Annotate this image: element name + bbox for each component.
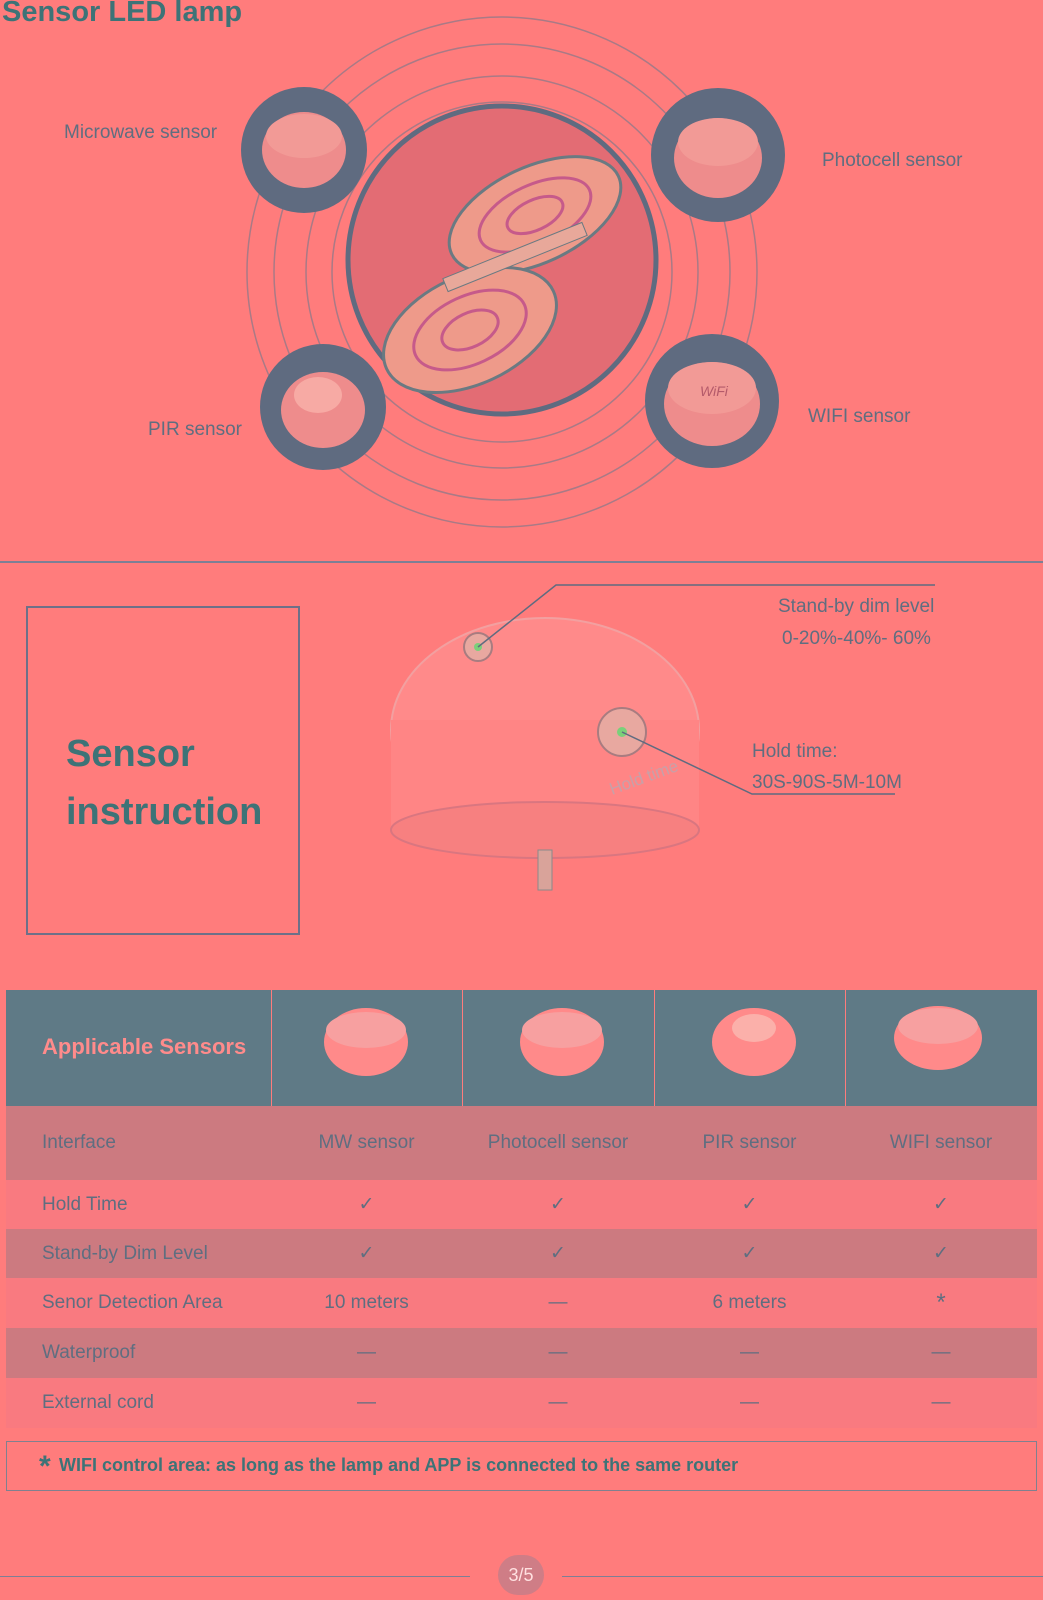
table-row [6, 1180, 1037, 1229]
page-indicator: 3/5 [498, 1555, 544, 1595]
row-label: Stand-by Dim Level [42, 1242, 208, 1264]
page-title: Sensor LED lamp [2, 0, 243, 28]
table-cell: — [357, 1392, 376, 1413]
lamp-image [348, 106, 656, 418]
table-header-images [6, 990, 1037, 1106]
table-row [6, 1378, 1037, 1428]
check-icon: ✓ [933, 1194, 949, 1215]
standby-dim-title: Stand-by dim level [778, 596, 935, 617]
table-row [6, 1278, 1037, 1328]
table-header-label: Applicable Sensors [42, 1034, 247, 1059]
sensor-diagram [0, 0, 1043, 560]
pir-sensor-label: PIR sensor [148, 419, 242, 440]
check-icon: ✓ [933, 1243, 949, 1264]
wifi-badge-text: WiFi [700, 383, 728, 399]
table-cell: WIFI sensor [889, 1132, 993, 1153]
check-icon: ✓ [741, 1243, 758, 1264]
table-cell: 10 meters [324, 1292, 409, 1313]
pager-line-right [562, 1576, 1043, 1577]
table-cell: — [548, 1392, 568, 1413]
footnote-text: WIFI control area: as long as the lamp and APP is connected to the same router [59, 1455, 739, 1475]
pager-line-left [0, 1576, 470, 1577]
microwave-sensor-label: Microwave sensor [64, 122, 218, 143]
table-cell: — [357, 1342, 376, 1363]
check-icon: ✓ [550, 1194, 566, 1215]
table-cell: — [548, 1342, 568, 1363]
table-cell: MW sensor [318, 1132, 415, 1153]
asterisk-icon: * [39, 1450, 51, 1483]
table-cell: — [740, 1392, 759, 1413]
standby-dim-values: 0-20%-40%- 60% [782, 628, 931, 649]
check-icon: ✓ [358, 1243, 375, 1264]
asterisk-icon: * [936, 1289, 946, 1316]
hold-time-title: Hold time: [752, 741, 838, 762]
wifi-sensor-label: WIFI sensor [808, 406, 911, 427]
wifi-sensor-image [645, 334, 779, 468]
photocell-sensor-image [651, 88, 785, 222]
row-label: Hold Time [42, 1193, 128, 1215]
check-icon: ✓ [358, 1194, 375, 1215]
table-cell: PIR sensor [702, 1132, 797, 1153]
hold-time-values: 30S-90S-5M-10M [752, 772, 902, 793]
photocell-sensor-label: Photocell sensor [822, 150, 963, 171]
section-divider [0, 561, 1043, 563]
row-label: Interface [42, 1132, 116, 1153]
pir-sensor-thumb [712, 1008, 796, 1076]
sensor-dial-diagram [0, 570, 1043, 930]
row-label: Waterproof [42, 1342, 136, 1363]
table-cell: Photocell sensor [487, 1132, 629, 1153]
table-cell: — [740, 1342, 759, 1363]
instruction-title-line2: instruction [66, 791, 263, 833]
table-header [6, 990, 1037, 1106]
pir-sensor-image [260, 344, 386, 470]
table-row [6, 1328, 1037, 1378]
table-cell: 6 meters [712, 1292, 787, 1313]
wifi-footnote [6, 1441, 1037, 1491]
check-icon: ✓ [741, 1194, 758, 1215]
table-row [6, 1106, 1037, 1180]
instruction-title-line1: Sensor [66, 733, 195, 775]
row-label: Senor Detection Area [42, 1292, 223, 1313]
row-label: External cord [42, 1392, 154, 1413]
table-cell: — [548, 1292, 568, 1313]
table-cell: — [931, 1342, 951, 1363]
photocell-sensor-thumb [520, 1008, 604, 1076]
table-row [6, 1229, 1037, 1278]
mw-sensor-thumb [324, 1008, 408, 1076]
microwave-sensor-image [241, 87, 367, 213]
check-icon: ✓ [550, 1243, 566, 1264]
table-cell: — [931, 1392, 951, 1413]
dial-hold-text: Hold time [606, 756, 681, 799]
wifi-sensor-thumb [894, 1006, 982, 1070]
